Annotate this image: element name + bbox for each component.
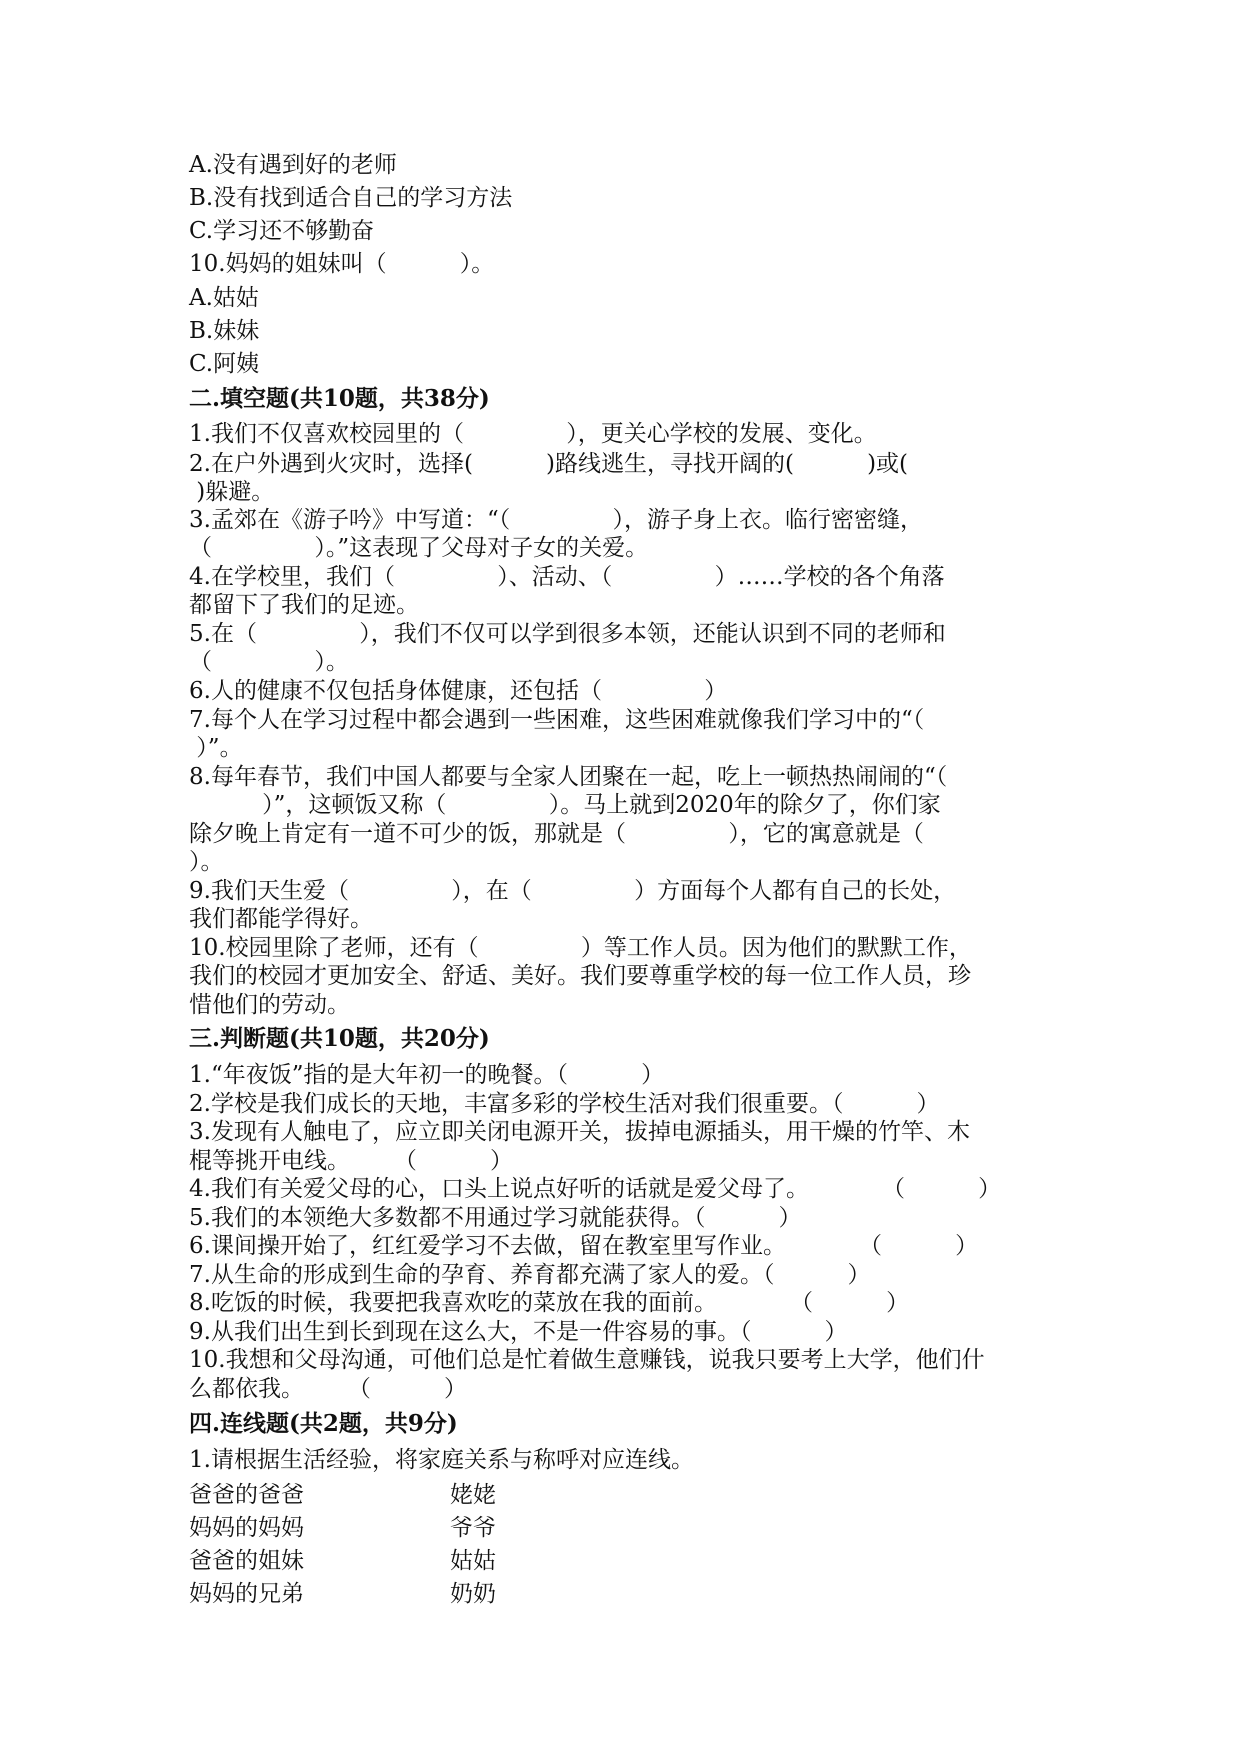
fill-line: )躲避。 — [189, 479, 275, 505]
fill-line: 6.人的健康不仅包括身体健康，还包括（ ） — [189, 678, 728, 704]
section-title-matching: 四.连线题(共2题，共9分) — [189, 1410, 458, 1437]
matching-left-item: 爸爸的姐妹 — [189, 1548, 304, 1574]
fill-line: （ ）。”这表现了父母对子女的关爱。 — [189, 535, 649, 561]
fill-line: 9.我们天生爱（ ），在（ ）方面每个人都有自己的长处， — [189, 878, 957, 904]
judge-line: 1.“年夜饭”指的是大年初一的晚餐。（ ） — [189, 1062, 665, 1088]
fill-line: 1.我们不仅喜欢校园里的（ ），更关心学校的发展、变化。 — [189, 421, 877, 447]
judge-line: 8.吃饭的时候，我要把我喜欢吃的菜放在我的面前。 （ ） — [189, 1290, 910, 1316]
q10-option-a: A.姑姑 — [189, 285, 259, 311]
q10-option-c: C.阿姨 — [189, 351, 260, 377]
matching-right-item: 姥姥 — [450, 1482, 496, 1508]
matching-right-item: 奶奶 — [450, 1581, 496, 1607]
fill-line: ）。 — [189, 849, 224, 875]
fill-line: 2.在户外遇到火灾时，选择( )路线逃生，寻找开阔的( )或( — [189, 451, 909, 477]
fill-line: 除夕晚上肯定有一道不可少的饭，那就是（ ），它的寓意就是（ — [189, 821, 924, 847]
fill-line: ）”。 — [189, 735, 243, 761]
matching-left-item: 爸爸的爸爸 — [189, 1482, 304, 1508]
judge-line: 4.我们有关爱父母的心，口头上说点好听的话就是爱父母了。 （ ） — [189, 1176, 1002, 1202]
fill-line: ）”，这顿饭又称（ ）。马上就到2020年的除夕了，你们家 — [189, 792, 941, 818]
matching-right-item: 爷爷 — [450, 1515, 496, 1541]
matching-question: 1.请根据生活经验，将家庭关系与称呼对应连线。 — [189, 1447, 694, 1473]
judge-line: 2.学校是我们成长的天地，丰富多彩的学校生活对我们很重要。（ ） — [189, 1091, 940, 1117]
fill-line: 3.孟郊在《游子吟》中写道：“（ ），游子身上衣。临行密密缝， — [189, 507, 924, 533]
judge-line: 7.从生命的形成到生命的孕育、养育都充满了家人的爱。（ ） — [189, 1262, 871, 1288]
fill-line: （ ）。 — [189, 649, 349, 675]
q10-option-b: B.妹妹 — [189, 318, 260, 344]
q9-option-b: B.没有找到适合自己的学习方法 — [189, 185, 513, 211]
fill-line: 5.在（ ），我们不仅可以学到很多本领，还能认识到不同的老师和 — [189, 621, 946, 647]
judge-line: 10.我想和父母沟通，可他们总是忙着做生意赚钱，说我只要考上大学，他们什 — [189, 1347, 985, 1373]
fill-line: 4.在学校里，我们（ ）、活动、（ ）……学校的各个角落 — [189, 564, 945, 590]
section-title-fill-in: 二.填空题(共10题，共38分) — [189, 385, 490, 412]
section-title-true-false: 三.判断题(共10题，共20分) — [189, 1025, 490, 1052]
fill-line: 我们的校园才更加安全、舒适、美好。我们要尊重学校的每一位工作人员，珍 — [189, 963, 971, 989]
fill-line: 10.校园里除了老师，还有（ ）等工作人员。因为他们的默默工作， — [189, 935, 972, 961]
fill-line: 惜他们的劳动。 — [189, 992, 350, 1018]
judge-line: 9.从我们出生到长到现在这么大，不是一件容易的事。（ ） — [189, 1319, 848, 1345]
fill-line: 都留下了我们的足迹。 — [189, 592, 419, 618]
judge-line: 棍等挑开电线。 （ ） — [189, 1148, 513, 1174]
judge-line: 么都依我。 （ ） — [189, 1376, 467, 1402]
judge-line: 3.发现有人触电了，应立即关闭电源开关，拔掉电源插头，用干燥的竹竿、木 — [189, 1119, 970, 1145]
matching-left-item: 妈妈的妈妈 — [189, 1515, 304, 1541]
matching-right-item: 姑姑 — [450, 1548, 496, 1574]
q10-stem: 10.妈妈的姐妹叫（ ）。 — [189, 251, 495, 277]
judge-line: 5.我们的本领绝大多数都不用通过学习就能获得。（ ） — [189, 1205, 802, 1231]
matching-left-item: 妈妈的兄弟 — [189, 1581, 304, 1607]
judge-line: 6.课间操开始了，红红爱学习不去做，留在教室里写作业。 （ ） — [189, 1233, 979, 1259]
fill-line: 7.每个人在学习过程中都会遇到一些困难，这些困难就像我们学习中的“（ — [189, 707, 925, 733]
fill-line: 我们都能学得好。 — [189, 906, 373, 932]
fill-line: 8.每年春节，我们中国人都要与全家人团聚在一起，吃上一顿热热闹闹的“（ — [189, 764, 948, 790]
q9-option-a: A.没有遇到好的老师 — [189, 152, 397, 178]
q9-option-c: C.学习还不够勤奋 — [189, 218, 375, 244]
